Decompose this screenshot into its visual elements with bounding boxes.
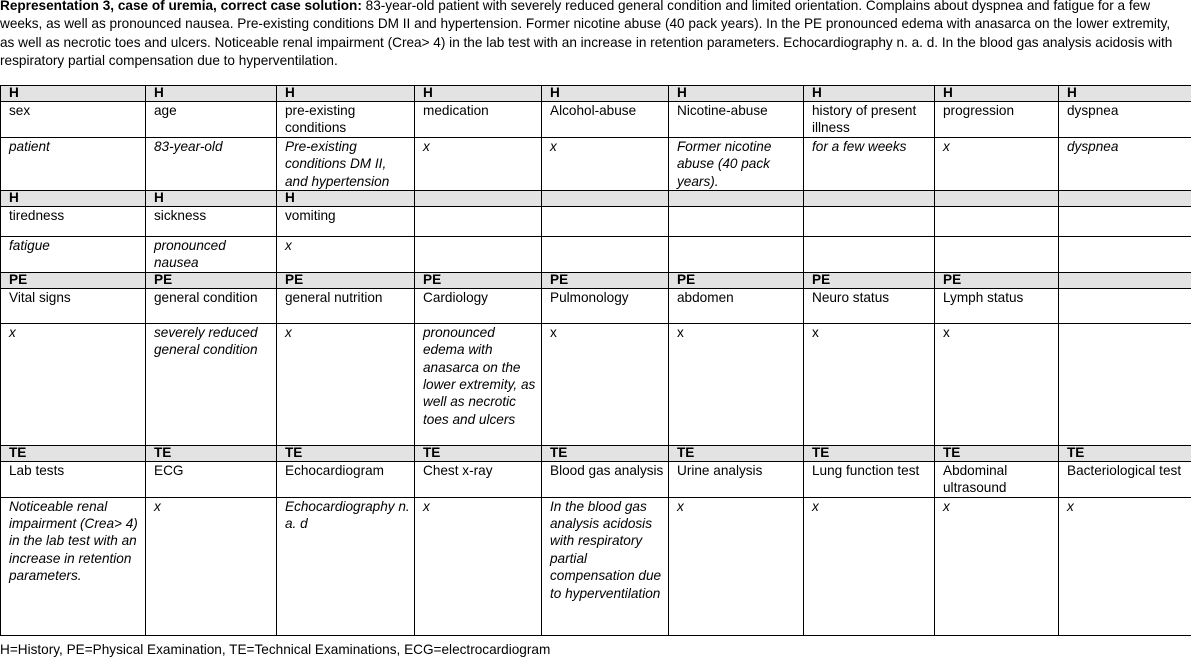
section-header-cell: TE xyxy=(1,445,146,461)
label-cell: tiredness xyxy=(1,207,146,237)
value-cell: x xyxy=(935,323,1059,445)
value-cell: x xyxy=(804,323,935,445)
value-cell: Echocardiography n. a. d xyxy=(277,497,415,635)
label-cell: Vital signs xyxy=(1,288,146,323)
value-cell: x xyxy=(146,497,277,635)
label-cell: Urine analysis xyxy=(669,461,804,497)
value-cell: x xyxy=(669,323,804,445)
value-cell xyxy=(1059,323,1191,445)
label-cell: sex xyxy=(1,102,146,138)
value-cell: for a few weeks xyxy=(804,137,935,190)
label-cell: Cardiology xyxy=(415,288,542,323)
label-cell xyxy=(804,207,935,237)
value-cell: Noticeable renal impairment (Crea> 4) in the lab test with an increase in retention parameters. xyxy=(1,497,146,635)
value-cell: x xyxy=(415,497,542,635)
label-cell: Neuro status xyxy=(804,288,935,323)
value-cell xyxy=(1059,237,1191,273)
label-cell: ECG xyxy=(146,461,277,497)
section-header-cell: TE xyxy=(804,445,935,461)
table-row-hdr xyxy=(1,272,1191,288)
table-row-lbl xyxy=(1,207,1191,237)
section-header-cell: H xyxy=(935,86,1059,102)
section-header-cell: TE xyxy=(935,445,1059,461)
table-row-val xyxy=(1,323,1191,445)
section-header-cell: H xyxy=(804,86,935,102)
label-cell: general nutrition xyxy=(277,288,415,323)
value-cell: patient xyxy=(1,137,146,190)
label-cell: abdomen xyxy=(669,288,804,323)
table-row-val xyxy=(1,497,1191,635)
table-row-lbl xyxy=(1,102,1191,138)
section-header-cell: TE xyxy=(542,445,669,461)
value-cell: x xyxy=(415,137,542,190)
value-cell: Former nicotine abuse (40 pack years). xyxy=(669,137,804,190)
value-cell: dyspnea xyxy=(1059,137,1191,190)
section-header-cell: H xyxy=(415,86,542,102)
label-cell xyxy=(935,207,1059,237)
section-header-cell: PE xyxy=(146,272,277,288)
label-cell: Lung function test xyxy=(804,461,935,497)
section-header-cell xyxy=(935,191,1059,207)
section-header-cell: TE xyxy=(669,445,804,461)
label-cell: Echocardiogram xyxy=(277,461,415,497)
table-row-val xyxy=(1,237,1191,273)
section-header-cell: PE xyxy=(804,272,935,288)
case-solution-table-wrapper xyxy=(0,85,1191,636)
value-cell xyxy=(415,237,542,273)
section-header-cell: TE xyxy=(146,445,277,461)
value-cell: x xyxy=(542,323,669,445)
label-cell: Blood gas analysis xyxy=(542,461,669,497)
value-cell xyxy=(669,237,804,273)
value-cell: x xyxy=(1059,497,1191,635)
section-header-cell xyxy=(669,191,804,207)
label-cell: pre-existing conditions xyxy=(277,102,415,138)
label-cell: Alcohol-abuse xyxy=(542,102,669,138)
value-cell: In the blood gas analysis acidosis with respiratory partial compensation due to hyperventilation xyxy=(542,497,669,635)
value-cell: x xyxy=(669,497,804,635)
table-row-hdr xyxy=(1,191,1191,207)
section-header-cell: TE xyxy=(1059,445,1191,461)
section-header-cell xyxy=(542,191,669,207)
section-header-cell xyxy=(1059,272,1191,288)
section-header-cell: H xyxy=(1,86,146,102)
section-header-cell: PE xyxy=(277,272,415,288)
label-cell: Nicotine-abuse xyxy=(669,102,804,138)
section-header-cell: H xyxy=(277,191,415,207)
value-cell: severely reduced general condition xyxy=(146,323,277,445)
value-cell: x xyxy=(935,497,1059,635)
section-header-cell xyxy=(804,191,935,207)
table-footnote: H=History, PE=Physical Examination, TE=Technical Examinations, ECG=electrocardiogram xyxy=(0,642,551,657)
section-header-cell: PE xyxy=(935,272,1059,288)
value-cell: x xyxy=(935,137,1059,190)
label-cell: Pulmonology xyxy=(542,288,669,323)
section-header-cell xyxy=(415,191,542,207)
label-cell: history of present illness xyxy=(804,102,935,138)
label-cell: progression xyxy=(935,102,1059,138)
table-row-lbl xyxy=(1,288,1191,323)
label-cell: dyspnea xyxy=(1059,102,1191,138)
table-row-hdr xyxy=(1,86,1191,102)
label-cell: age xyxy=(146,102,277,138)
label-cell: vomiting xyxy=(277,207,415,237)
section-header-cell: TE xyxy=(277,445,415,461)
value-cell: x xyxy=(804,497,935,635)
label-cell: sickness xyxy=(146,207,277,237)
section-header-cell: H xyxy=(146,191,277,207)
section-header-cell: TE xyxy=(415,445,542,461)
table-row-val xyxy=(1,137,1191,190)
value-cell: 83-year-old xyxy=(146,137,277,190)
value-cell: Pre-existing conditions DM II, and hypertension xyxy=(277,137,415,190)
label-cell xyxy=(542,207,669,237)
section-header-cell: H xyxy=(1059,86,1191,102)
label-cell xyxy=(669,207,804,237)
label-cell: Lab tests xyxy=(1,461,146,497)
label-cell xyxy=(415,207,542,237)
case-solution-table xyxy=(0,85,1191,636)
section-header-cell: PE xyxy=(542,272,669,288)
table-row-hdr xyxy=(1,445,1191,461)
section-header-cell xyxy=(1059,191,1191,207)
value-cell: x xyxy=(542,137,669,190)
caption-text: 83-year-old patient with severely reduced general condition and limited orientation. Complains about dyspnea and fatigue for a few weeks, as well as pronounced nausea. Pre-existing conditions DM II and hypertension. Former nicotine abuse (40 pack years). In the PE pronounced edema with anasarca on the lower extremity, as well as necrotic toes and ulcers. Noticeable renal impairment (Crea> 4) in the lab test with an increase in retention parameters. Echocardiography n. a. d. In the blood gas analysis acidosis with respiratory partial compensation due to hyperventilation. xyxy=(0,0,1173,69)
label-cell xyxy=(1059,207,1191,237)
label-cell: Chest x-ray xyxy=(415,461,542,497)
value-cell xyxy=(935,237,1059,273)
label-cell xyxy=(1059,288,1191,323)
label-cell: general condition xyxy=(146,288,277,323)
value-cell: x xyxy=(1,323,146,445)
section-header-cell: H xyxy=(277,86,415,102)
label-cell: medication xyxy=(415,102,542,138)
value-cell: x xyxy=(277,237,415,273)
section-header-cell: H xyxy=(542,86,669,102)
value-cell xyxy=(804,237,935,273)
section-header-cell: PE xyxy=(669,272,804,288)
label-cell: Lymph status xyxy=(935,288,1059,323)
value-cell: pronounced nausea xyxy=(146,237,277,273)
value-cell: x xyxy=(277,323,415,445)
caption-title: Representation 3, case of uremia, correct case solution: xyxy=(0,0,362,13)
label-cell: Abdominal ultrasound xyxy=(935,461,1059,497)
section-header-cell: H xyxy=(1,191,146,207)
section-header-cell: H xyxy=(669,86,804,102)
value-cell: fatigue xyxy=(1,237,146,273)
section-header-cell: PE xyxy=(1,272,146,288)
table-caption xyxy=(0,0,1188,71)
table-row-lbl xyxy=(1,461,1191,497)
label-cell: Bacteriological test xyxy=(1059,461,1191,497)
section-header-cell: H xyxy=(146,86,277,102)
section-header-cell: PE xyxy=(415,272,542,288)
value-cell xyxy=(542,237,669,273)
value-cell: pronounced edema with anasarca on the lower extremity, as well as necrotic toes and ulcers xyxy=(415,323,542,445)
